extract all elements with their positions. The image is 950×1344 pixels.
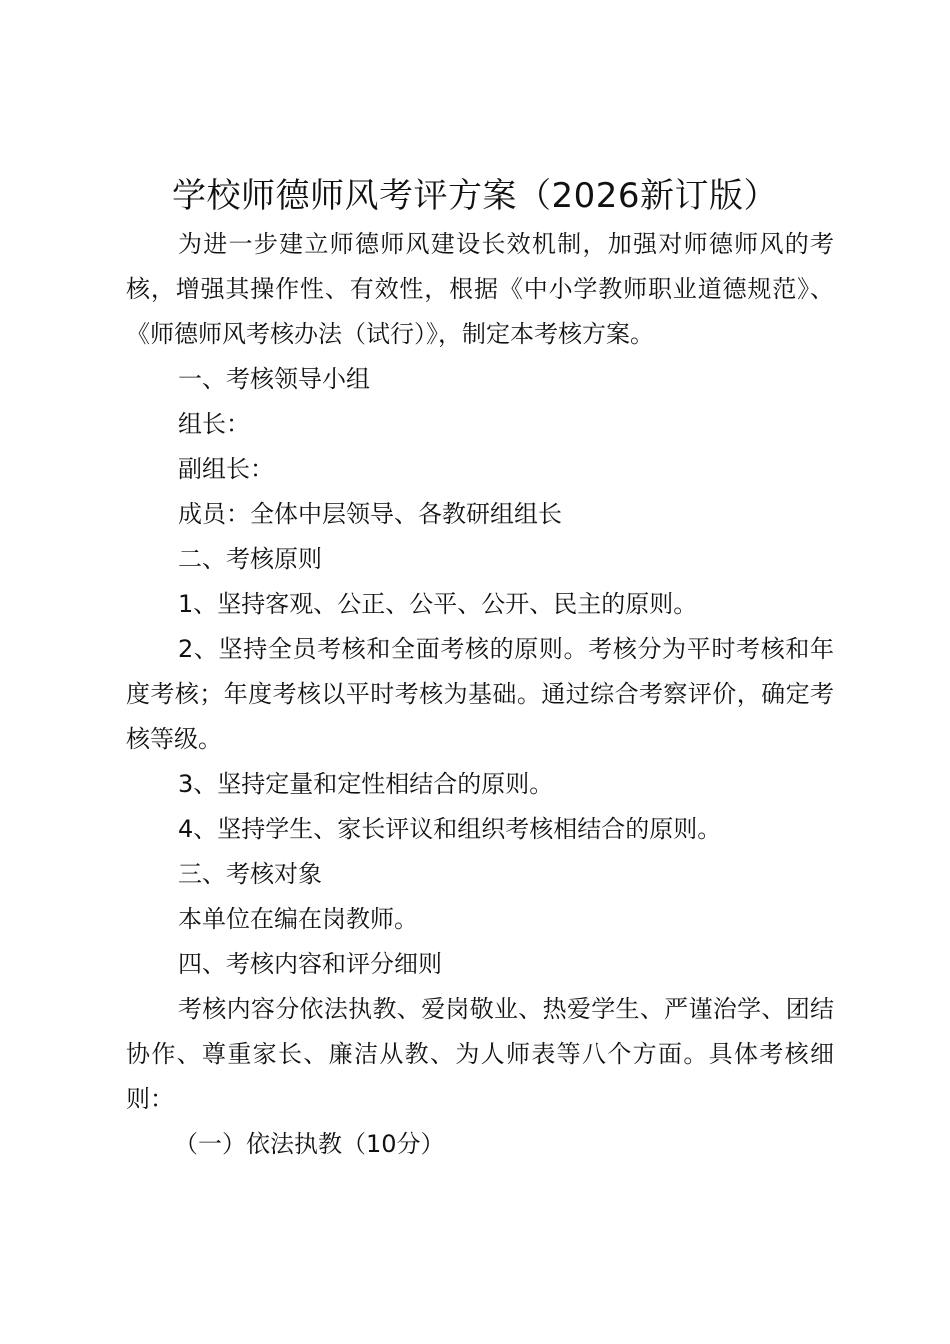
document-title: 学校师德师风考评方案（2026新订版） <box>171 176 779 216</box>
targets-paragraph: 本单位在编在岗教师。 <box>178 905 418 933</box>
intro-paragraph: 为进一步建立师德师风建设长效机制，加强对师德师风的考核，增强其操作性、有效性，根据《中小学教师职业道德规范》、《师德师风考核办法（试行）》，制定本考核方案。 <box>126 230 834 348</box>
members-line: 成员：全体中层领导、各教研组组长 <box>178 500 562 528</box>
subsection-heading: （一）依法执教（10分） <box>174 1130 445 1158</box>
principle-item: 2、坚持全员考核和全面考核的原则。考核分为平时考核和年度考核；年度考核以平时考核为基础。通过综合考察评价，确定考核等级。 <box>126 635 834 753</box>
section-heading-principles: 二、考核原则 <box>178 545 322 573</box>
principle-item: 4、坚持学生、家长评议和组织考核相结合的原则。 <box>178 815 722 843</box>
document-body <box>126 222 834 1167</box>
content-paragraph: 考核内容分依法执教、爱岗敬业、热爱学生、严谨治学、团结协作、尊重家长、廉洁从教、为人师表等八个方面。具体考核细则： <box>126 995 834 1113</box>
principle-item: 1、坚持客观、公正、公平、公开、民主的原则。 <box>178 590 698 618</box>
section-heading-leadership: 一、考核领导小组 <box>178 365 370 393</box>
section-heading-targets: 三、考核对象 <box>178 860 322 888</box>
principle-item: 3、坚持定量和定性相结合的原则。 <box>178 770 554 798</box>
section-heading-content: 四、考核内容和评分细则 <box>178 950 442 978</box>
leader-line: 组长： <box>178 410 250 438</box>
deputy-leader-line: 副组长： <box>178 455 274 483</box>
